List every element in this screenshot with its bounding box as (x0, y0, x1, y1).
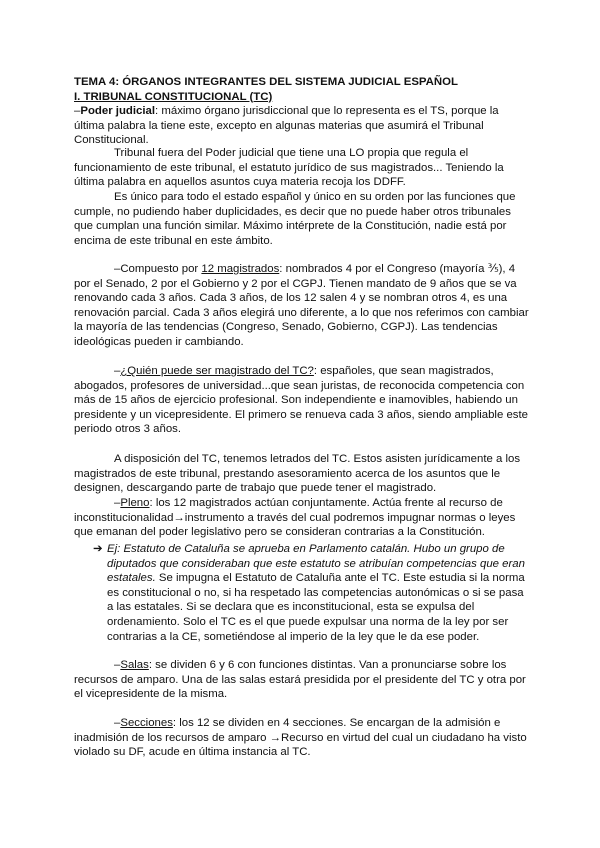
paragraph-text: : se dividen 6 y 6 con funciones distintas. Van a pronunciarse sobre los recursos de amparo. Una de las salas estará presidida por el presidente del TC y otra por el vicepresidente de la misma. (74, 659, 526, 701)
pre-text: –Compuesto por (114, 263, 202, 275)
paragraph-text: : los 12 magistrados actúan conjuntamente. Actúa frente al recurso de inconstitucionalidad→instrumento a través del cual podremos impugnar normas o leyes que emanan del poder legislativo pero se consideran contrarias a la Constitución. (74, 497, 516, 539)
term-salas: Salas (120, 659, 149, 671)
paragraph-text: : máximo órgano jurisdiccional que lo representa es el TS, porque la última palabra la tiene este, excepto en algunas materias que asumirá el Tribunal Constitucional. (74, 105, 499, 147)
paragraph-pleno (74, 496, 532, 540)
heading-block (74, 75, 532, 104)
paragraph-text: : nombrados 4 por el Congreso (mayoría ⅗), 4 por el Senado, 2 por el Gobierno y 2 por el CGPJ. Tienen mandato de 9 años que se va renovando cada 3 años. Cada 3 años, de los 12 salen 4 y se nombran otros 4, es una renovación parcial. Cada 3 años elegirá uno diferente, a lo que nos referimos con cambiar la mayoría de las tendencias (Congreso, Senado, Gobierno, CGPJ). Las tendencias ideológicas pueden ir cambiando. (74, 263, 529, 348)
term-quien-puede: ¿Quién puede ser magistrado del TC? (120, 365, 314, 377)
pre-text: – (114, 717, 121, 729)
bullet-example (93, 542, 533, 644)
section-title: I. TRIBUNAL CONSTITUCIONAL (TC) (74, 90, 273, 103)
pre-text: – (114, 365, 121, 377)
bullet-text (107, 542, 533, 644)
paragraph-letrados: A disposición del TC, tenemos letrados del TC. Estos asisten jurídicamente a los magistrados de este tribunal, prestando asesoramiento acerca de los asuntos que le designen, descargando parte de trabajo que puede tener el magistrado. (74, 453, 521, 495)
document-title: TEMA 4: ÓRGANOS INTEGRANTES DEL SISTEMA JUDICIAL ESPAÑOL (74, 76, 458, 88)
pre-text: – (114, 497, 121, 509)
example-italic: Ej: Estatuto de Cataluña se aprueba en Parlamento catalán. Hubo un grupo de diputados que consideraban que este estatuto se atribuían competencias que eran estatales. (107, 543, 525, 585)
paragraph-poder-judicial (74, 104, 532, 148)
paragraph-text: : los 12 se dividen en 4 secciones. Se encargan de la admisión e inadmisión de los recursos de amparo →Recurso en virtud del cual un ciudadano ha visto violado su DF, acude en última instancia al TC. (74, 717, 527, 759)
dash: – (74, 105, 81, 117)
paragraph-text: : españoles, que sean magistrados, abogados, profesores de universidad...que sean juristas, de reconocida competencia con más de 15 años de ejercicio profesional. Son independiente e inamovibles, habiendo un presidente y un vicepresidente. El primero se renueva cada 3 años, siendo ampliable este periodo otros 3 años. (74, 365, 528, 436)
paragraph-unico: Es único para todo el estado español y único en su orden por las funciones que cumple, no pudiendo haber duplicidades, es decir que no puede haber otros tribunales que cumplan una función similar. Máximo intérprete de la Constitución, nadie está por encima de este tribunal en este ámbito. (74, 191, 516, 247)
arrow-bullet-icon: ➔ (93, 543, 103, 555)
paragraph-salas (74, 658, 532, 702)
term-poder-judicial: Poder judicial (80, 105, 156, 117)
paragraph-secciones (74, 716, 532, 760)
pre-text: – (114, 659, 121, 671)
paragraph-quien-puede (74, 364, 532, 437)
term-12-magistrados: 12 magistrados (201, 263, 280, 275)
paragraph-tribunal-fuera: Tribunal fuera del Poder judicial que tiene una LO propia que regula el funcionamiento de este tribunal, el estatuto jurídico de sus magistrados... Teniendo la última palabra en aquellos asuntos cuya materia recoja los DDFF. (74, 147, 504, 189)
bullet-body: Se impugna el Estatuto de Cataluña ante el TC. Este estudia si la norma es constitucional o no, si ha respetado las competencias autonómicas o si se pasa a las estatales. Si se declara que es inconstitucional, esta se expulsa del ordenamiento. Solo el TC es el que puede expulsar una norma de la ley por ser contrarias a la CE, sometiéndose al imperio de la ley que le da ese poder. (107, 572, 525, 643)
term-pleno: Pleno (120, 497, 150, 509)
paragraph-compuesto (74, 262, 532, 350)
term-secciones: Secciones (120, 717, 173, 729)
